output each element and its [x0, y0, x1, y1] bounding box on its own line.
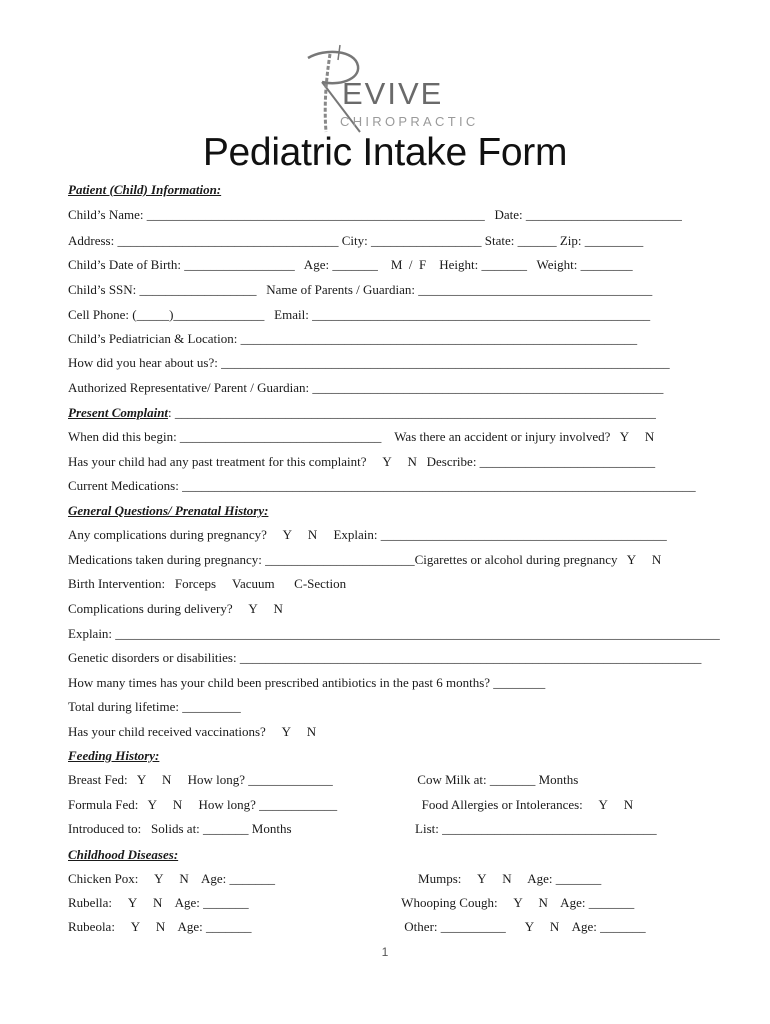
delivery-complications-field[interactable]: Complications during delivery? Y N [68, 601, 283, 616]
diseases-row-1[interactable]: Chicken Pox: Y N Age: _______ Mumps: Y N Age: _______ [68, 871, 602, 886]
present-complaint-line: : __________________________________________________________________________ [168, 405, 656, 420]
present-complaint-field[interactable] [68, 405, 656, 421]
past-treatment-field[interactable]: Has your child had any past treatment for this complaint? Y N Describe: ___________________________ [68, 454, 656, 469]
onset-field[interactable]: When did this begin: _______________________________ Was there an accident or injury involved? Y N [68, 429, 655, 444]
pediatrician-field[interactable]: Child’s Pediatrician & Location: _____________________________________________________________ [68, 331, 638, 346]
page-number: 1 [381, 945, 389, 959]
section-diseases: Childhood Diseases: [68, 847, 179, 862]
logo-subtitle: CHIROPRACTIC [340, 114, 479, 129]
childs-name-field[interactable]: Child’s Name: ____________________________________________________ Date: ________________________ [68, 207, 682, 222]
referral-field[interactable]: How did you hear about us?: _____________________________________________________________________ [68, 355, 670, 370]
feeding-row-2[interactable]: Formula Fed: Y N How long? ____________ Food Allergies or Intolerances: Y N [68, 797, 634, 812]
pregnancy-complications-field[interactable]: Any complications during pregnancy? Y N Explain: ____________________________________________ [68, 527, 667, 542]
feeding-row-1[interactable]: Breast Fed: Y N How long? _____________ Cow Milk at: _______ Months [68, 772, 579, 787]
section-present-complaint: Present Complaint [68, 405, 169, 420]
section-general: General Questions/ Prenatal History: [68, 503, 269, 518]
phone-field[interactable]: Cell Phone: (_____)______________ Email: ____________________________________________________ [68, 307, 651, 322]
form-title: Pediatric Intake Form [202, 131, 568, 174]
logo-word: EVIVE [342, 76, 444, 111]
feeding-row-3[interactable]: Introduced to: Solids at: _______ Months List: _________________________________ [68, 821, 657, 836]
section-feeding: Feeding History: [68, 748, 160, 763]
birth-intervention-field[interactable]: Birth Intervention: Forceps Vacuum C-Section [68, 576, 347, 591]
genetic-disorders-field[interactable]: Genetic disorders or disabilities: _______________________________________________________________________ [68, 650, 702, 665]
diseases-row-2[interactable]: Rubella: Y N Age: _______ Whooping Cough: Y N Age: _______ [68, 895, 635, 910]
dob-field[interactable]: Child’s Date of Birth: _________________ Age: _______ M / F Height: _______ Weight: ________ [68, 257, 633, 272]
explain-field[interactable]: Explain: _____________________________________________________________________________________________ [68, 626, 720, 641]
vaccinations-field[interactable]: Has your child received vaccinations? Y N [68, 724, 317, 739]
ssn-field[interactable]: Child’s SSN: __________________ Name of Parents / Guardian: ____________________________________ [68, 282, 653, 297]
address-field[interactable]: Address: __________________________________ City: _________________ State: ______ Zip: _________ [68, 233, 644, 248]
antibiotics-field[interactable]: How many times has your child been prescribed antibiotics in the past 6 months? ________ [68, 675, 546, 690]
current-medications-field[interactable]: Current Medications: _______________________________________________________________________________ [68, 478, 696, 493]
section-patient-info: Patient (Child) Information: [68, 182, 222, 197]
diseases-row-3[interactable]: Rubeola: Y N Age: _______ Other: __________ Y N Age: _______ [68, 919, 646, 934]
pregnancy-medications-field[interactable]: Medications taken during pregnancy: _______________________Cigarettes or alcohol during pregnancy Y N [68, 552, 662, 567]
lifetime-antibiotics-field[interactable]: Total during lifetime: _________ [68, 699, 241, 714]
authorized-rep-field[interactable]: Authorized Representative/ Parent / Guardian: ______________________________________________________ [68, 380, 664, 395]
revive-chiropractic-logo [300, 40, 480, 135]
